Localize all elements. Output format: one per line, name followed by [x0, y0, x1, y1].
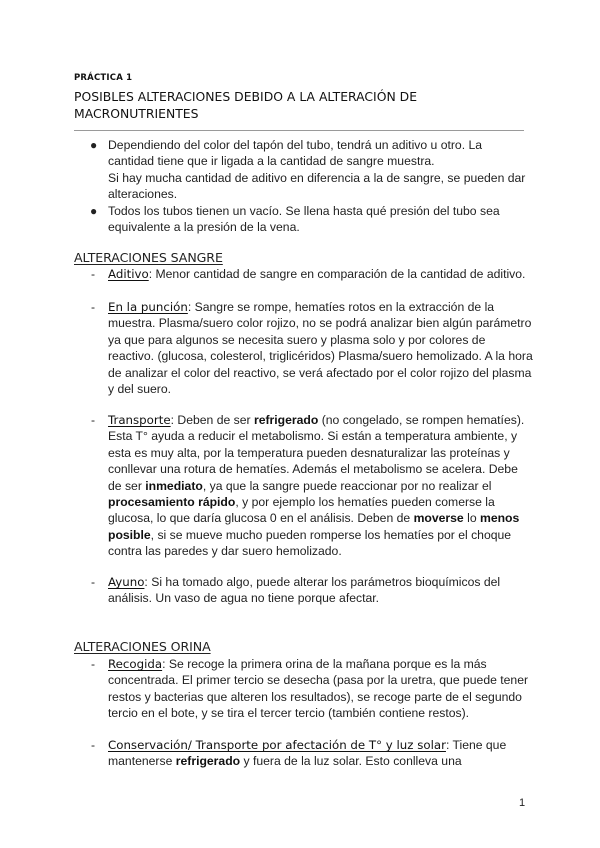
page-number: 1 — [519, 797, 526, 809]
term-transporte: Transporte — [108, 413, 171, 427]
section-heading-sangre — [74, 250, 223, 265]
dash-marker: - — [91, 300, 96, 314]
list-item — [90, 203, 530, 236]
list-item-puncion — [91, 299, 534, 397]
dash-marker: - — [91, 413, 96, 427]
list-item-ayuno — [91, 574, 534, 607]
practice-label: PRÁCTICA 1 — [74, 73, 133, 83]
document-title: POSIBLES ALTERACIONES DEBIDO A LA ALTERACIÓN DE MACRONUTRIENTES — [74, 89, 418, 121]
list-item-transporte — [91, 412, 534, 560]
term-conservacion: Conservación/ Transporte por afectación de T° y luz solar — [108, 738, 446, 752]
item-text: y fuera de la luz solar. Esto conlleva una — [240, 754, 462, 769]
item-text: : Si ha tomado algo, puede alterar los parámetros bioquímicos del análisis. Un vaso de agua no tiene porque afectar. — [108, 575, 501, 606]
emphasis-text: refrigerado — [175, 754, 241, 769]
emphasis-text: procesamiento rápido — [108, 495, 236, 510]
list-item-recogida — [91, 656, 534, 722]
item-text: : Sangre se rompe, hematíes rotos en la extracción de la muestra. Plasma/suero color rojizo, no se podrá analizar bien algún parámetro ya que para algunos se necesita suero y plasma solo y por colores de reactivo. (glucosa, colesterol, triglicéridos) Plasma/suero hemolizado. A la hora de analizar el color del reactivo, se verá afectado por el color rojizo del plasma y del suero. — [108, 300, 533, 397]
dash-marker: - — [91, 657, 96, 671]
item-text: , y por ejemplo los hematíes pueden comerse la glucosa, lo que daría glucosa 0 en el análisis. Deben de — [108, 495, 495, 526]
term-puncion: En la punción — [108, 300, 188, 314]
list-item-aditivo — [91, 266, 534, 282]
intro-bullet-list — [90, 137, 530, 235]
list-item — [90, 137, 530, 203]
emphasis-text: inmediato — [145, 478, 203, 493]
title-divider — [74, 130, 524, 131]
term-ayuno: Ayuno — [108, 575, 145, 589]
dash-marker: - — [91, 575, 96, 589]
bullet-text: Si hay mucha cantidad de aditivo en diferencia a la de sangre, se pueden dar alteraciones. — [108, 170, 526, 202]
bullet-icon: ● — [90, 203, 98, 218]
section-heading-orina — [74, 639, 211, 654]
item-text: : Menor cantidad de sangre en comparación de la cantidad de aditivo. — [148, 267, 526, 281]
term-recogida: Recogida — [108, 657, 163, 671]
item-text: (no congelado, se rompen hematíes). Esta T° ayuda a reducir el metabolismo. Si están a temperatura ambiente, y esta es muy alta, por la temperatura pueden desnaturalizar las proteínas y conllevar una rotura de hematíes. Además el metabolismo se acelera. Debe de ser — [108, 413, 525, 493]
section-heading-text: ALTERACIONES ORINA — [74, 639, 211, 654]
term-aditivo: Aditivo — [108, 267, 149, 281]
emphasis-text: moverse — [413, 511, 464, 526]
item-text: lo — [463, 511, 480, 526]
dash-marker: - — [91, 267, 96, 281]
dash-marker: - — [91, 738, 96, 752]
bullet-text: Dependiendo del color del tapón del tubo, tendrá un aditivo u otro. La cantidad tiene que ir ligada a la cantidad de sangre muestra. — [108, 138, 483, 169]
emphasis-text: menos posible — [108, 511, 520, 542]
item-text: : Tiene que mantenerse — [108, 738, 507, 769]
item-text: : Se recoge la primera orina de la mañana porque es la más concentrada. El primer tercio se desecha (pasa por la uretra, que puede tener restos y bacterias que alteren los resultados), se recoge parte de el segundo tercio en el bote, y se tira el tercer tercio (también contiene restos). — [108, 657, 529, 721]
list-item-conservacion — [91, 737, 534, 770]
emphasis-text: refrigerado — [253, 413, 319, 427]
section-heading-text: ALTERACIONES SANGRE — [74, 250, 223, 265]
bullet-text: Todos los tubos tienen un vacío. Se llena hasta qué presión del tubo sea equivalente a la presión de la vena. — [108, 203, 500, 235]
item-text: , si se mueve mucho pueden romperse los hematíes por el choque contra las paredes y dar suero hemolizado. — [108, 527, 512, 559]
bullet-icon: ● — [90, 138, 98, 152]
item-text: : Deben de ser — [170, 413, 254, 427]
item-text: , ya que la sangre puede reaccionar por no realizar el — [202, 478, 492, 493]
